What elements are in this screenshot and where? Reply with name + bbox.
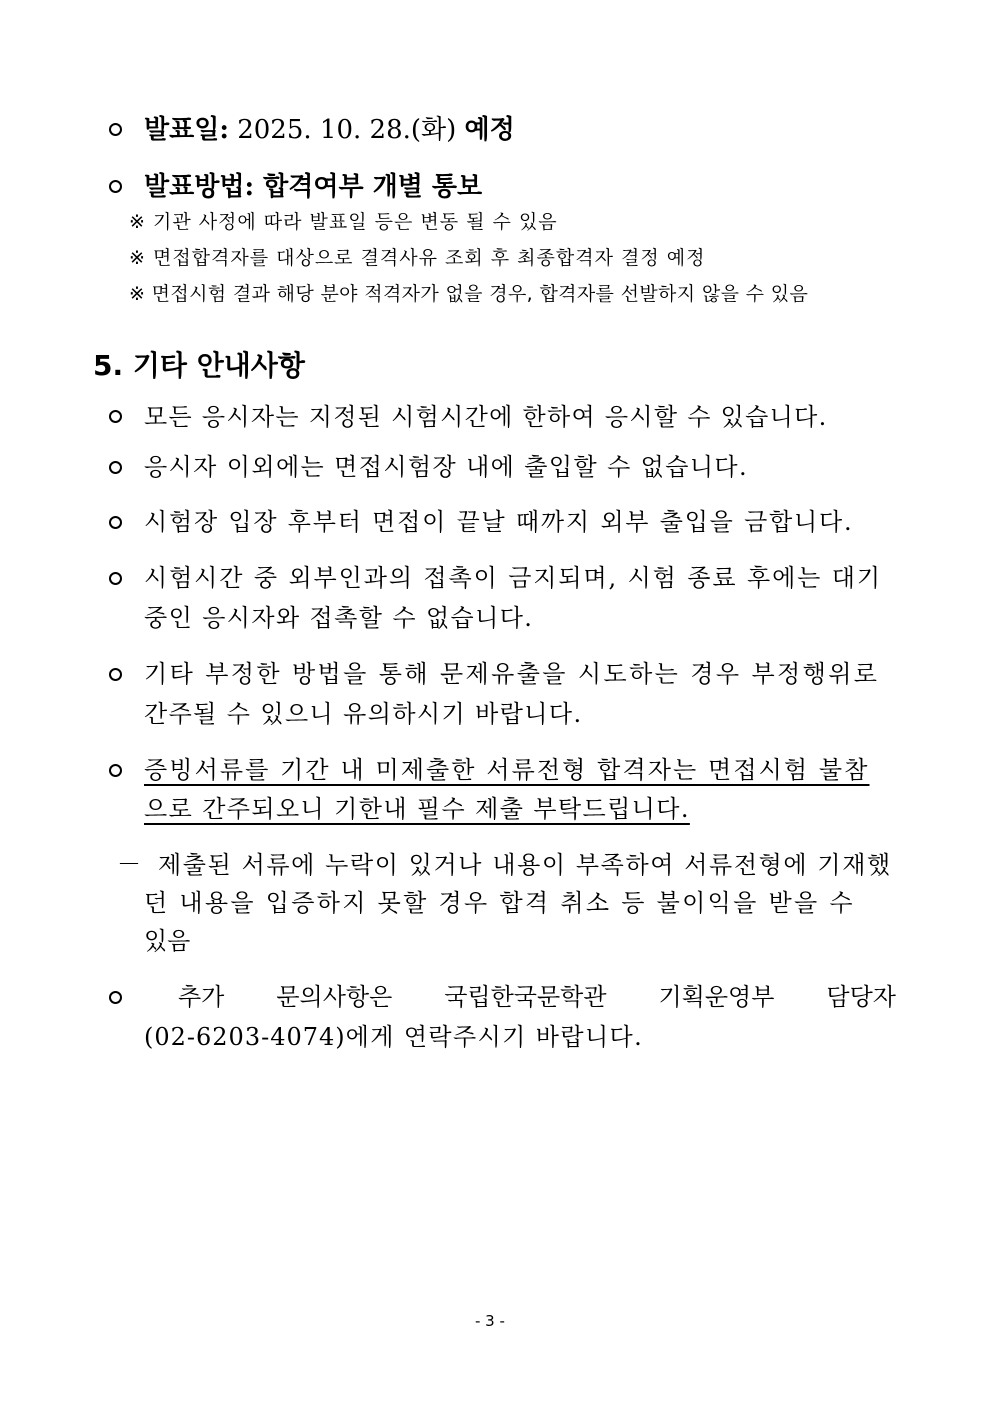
contact-phone: (02-6203-4074) (144, 1023, 346, 1051)
sub-item-text: 제출된 서류에 누락이 있거나 내용이 부족하여 서류전형에 기재했 (158, 851, 892, 879)
announce-note: ※ 기관 사정에 따라 발표일 등은 변동 될 수 있음 (129, 211, 558, 233)
sub-item-text: 던 내용을 입증하지 못할 경우 합격 취소 등 불이익을 받을 수 (144, 889, 855, 917)
guide-item-text: 모든 응시자는 지정된 시험시간에 한하여 응시할 수 있습니다. (144, 403, 828, 431)
bullet-icon (109, 461, 122, 474)
guide-item-text: 으로 간주되오니 기한내 필수 제출 부탁드립니다. (144, 795, 690, 823)
dash-marker: － (117, 850, 141, 878)
bullet-icon (109, 991, 122, 1004)
bullet-icon (109, 572, 122, 585)
contact-word: 담당자 (826, 983, 896, 1011)
guide-item-text: 기타 부정한 방법을 통해 문제유출을 시도하는 경우 부정행위로 (144, 660, 880, 688)
guide-item (144, 405, 860, 429)
guide-item-text: 증빙서류를 기간 내 미제출한 서류전형 합격자는 면접시험 불참 (144, 756, 870, 784)
contact-word: 추가 (178, 983, 225, 1011)
announce-date-label: 발표일: (144, 115, 229, 145)
guide-item (144, 662, 879, 686)
bullet-icon (109, 764, 122, 777)
bullet-icon (109, 410, 122, 423)
announce-note: ※ 면접시험 결과 해당 분야 적격자가 없을 경우, 합격자를 선발하지 않을 수 있음 (129, 283, 809, 305)
announce-date-suffix: 예정 (464, 115, 515, 145)
bullet-icon (109, 180, 122, 193)
guide-item (144, 510, 853, 534)
guide-item (144, 455, 748, 479)
announce-method: 발표방법: 합격여부 개별 통보 (144, 172, 483, 202)
contact-word: 국립한국문학관 (444, 983, 607, 1011)
bullet-icon (109, 668, 122, 681)
guide-item-text: 시험장 입장 후부터 면접이 끝날 때까지 외부 출입을 금합니다. (144, 508, 854, 536)
sub-item-text: 있음 (144, 927, 191, 955)
guide-item-text: 간주될 수 있으니 유의하시기 바랍니다. (144, 700, 583, 728)
guide-item-underlined (144, 758, 869, 782)
guide-item-text: 응시자 이외에는 면접시험장 내에 출입할 수 없습니다. (144, 453, 749, 481)
announce-note: ※ 면접합격자를 대상으로 결격사유 조회 후 최종합격자 결정 예정 (129, 247, 706, 269)
contact-word: 문의사항은 (276, 983, 393, 1011)
guide-item (144, 566, 882, 590)
page-number: - 3 - (475, 1312, 505, 1330)
announce-date-value: 2025. 10. 28.(화) (237, 115, 457, 145)
section-title: 5. 기타 안내사항 (93, 349, 305, 382)
announce-date (144, 117, 515, 143)
contact-word: 기획운영부 (658, 983, 775, 1011)
bullet-icon (109, 123, 122, 136)
bullet-icon (109, 516, 122, 529)
contact-line-2 (144, 1025, 643, 1049)
guide-item-text: 중인 응시자와 접촉할 수 없습니다. (144, 604, 534, 632)
contact-tail: 에게 연락주시기 바랍니다. (345, 1023, 644, 1051)
guide-item-text: 시험시간 중 외부인과의 접촉이 금지되며, 시험 종료 후에는 대기 (144, 564, 882, 592)
contact-line (178, 985, 896, 1009)
